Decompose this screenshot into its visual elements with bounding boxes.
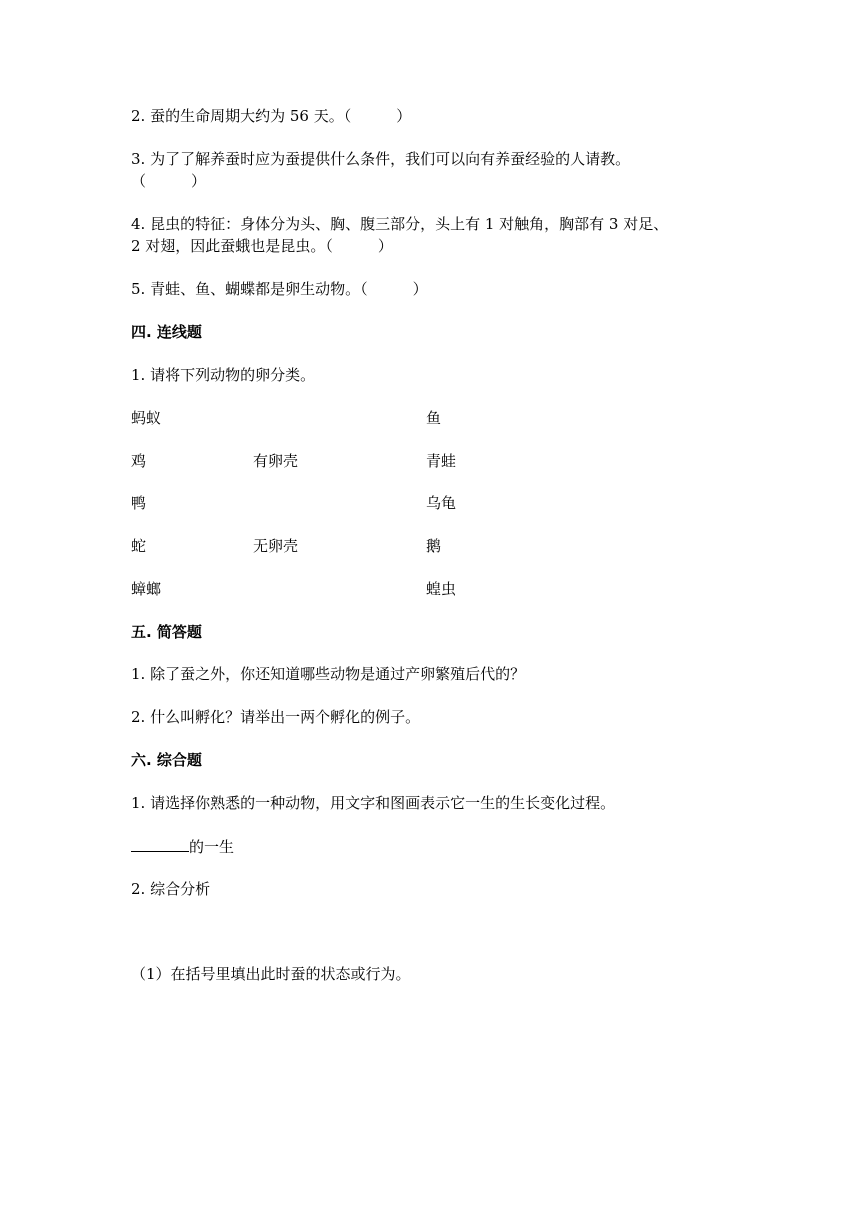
- left-animal-3: 鸭: [131, 494, 147, 512]
- life-suffix: 的一生: [189, 838, 235, 856]
- question-4-line2: 2 对翅，因此蚕蛾也是昆虫。（ ）: [131, 237, 393, 255]
- question-3-line1: 3. 为了了解养蚕时应为蚕提供什么条件，我们可以向有养蚕经验的人请教。: [131, 150, 631, 168]
- section-5-question-1: 1. 除了蚕之外，你还知道哪些动物是通过产卵繁殖后代的？: [131, 665, 526, 683]
- answer-blank[interactable]: [131, 835, 189, 852]
- section-4-question-1: 1. 请将下列动物的卵分类。: [131, 366, 316, 384]
- right-animal-1: 鱼: [426, 409, 442, 427]
- category-without-shell: 无卵壳: [253, 537, 299, 555]
- right-animal-2: 青蛙: [426, 452, 457, 470]
- left-animal-5: 蟑螂: [131, 580, 162, 598]
- left-animal-4: 蛇: [131, 537, 147, 555]
- left-animal-1: 蚂蚁: [131, 409, 162, 427]
- right-animal-4: 鹅: [426, 537, 442, 555]
- question-3-line2: （ ）: [131, 172, 207, 190]
- right-animal-3: 乌龟: [426, 494, 457, 512]
- right-animal-5: 蝗虫: [426, 580, 457, 598]
- question-2: 2. 蚕的生命周期大约为 56 天。（ ）: [131, 107, 412, 125]
- section-6-question-1: 1. 请选择你熟悉的一种动物，用文字和图画表示它一生的生长变化过程。: [131, 794, 616, 812]
- section-5-heading: 五. 简答题: [131, 623, 202, 641]
- section-4-heading: 四. 连线题: [131, 323, 202, 341]
- question-4-line1: 4. 昆虫的特征：身体分为头、胸、腹三部分，头上有 1 对触角，胸部有 3 对足、: [131, 215, 669, 233]
- question-5: 5. 青蛙、鱼、蝴蝶都是卵生动物。（ ）: [131, 280, 428, 298]
- category-with-shell: 有卵壳: [253, 452, 299, 470]
- section-6-sub-question-1: （1）在括号里填出此时蚕的状态或行为。: [131, 965, 411, 983]
- section-5-question-2: 2. 什么叫孵化？请举出一两个孵化的例子。: [131, 708, 421, 726]
- section-6-heading: 六. 综合题: [131, 751, 202, 769]
- left-animal-2: 鸡: [131, 452, 147, 470]
- section-6-question-2: 2. 综合分析: [131, 880, 211, 898]
- fill-in-life-line: [131, 835, 234, 858]
